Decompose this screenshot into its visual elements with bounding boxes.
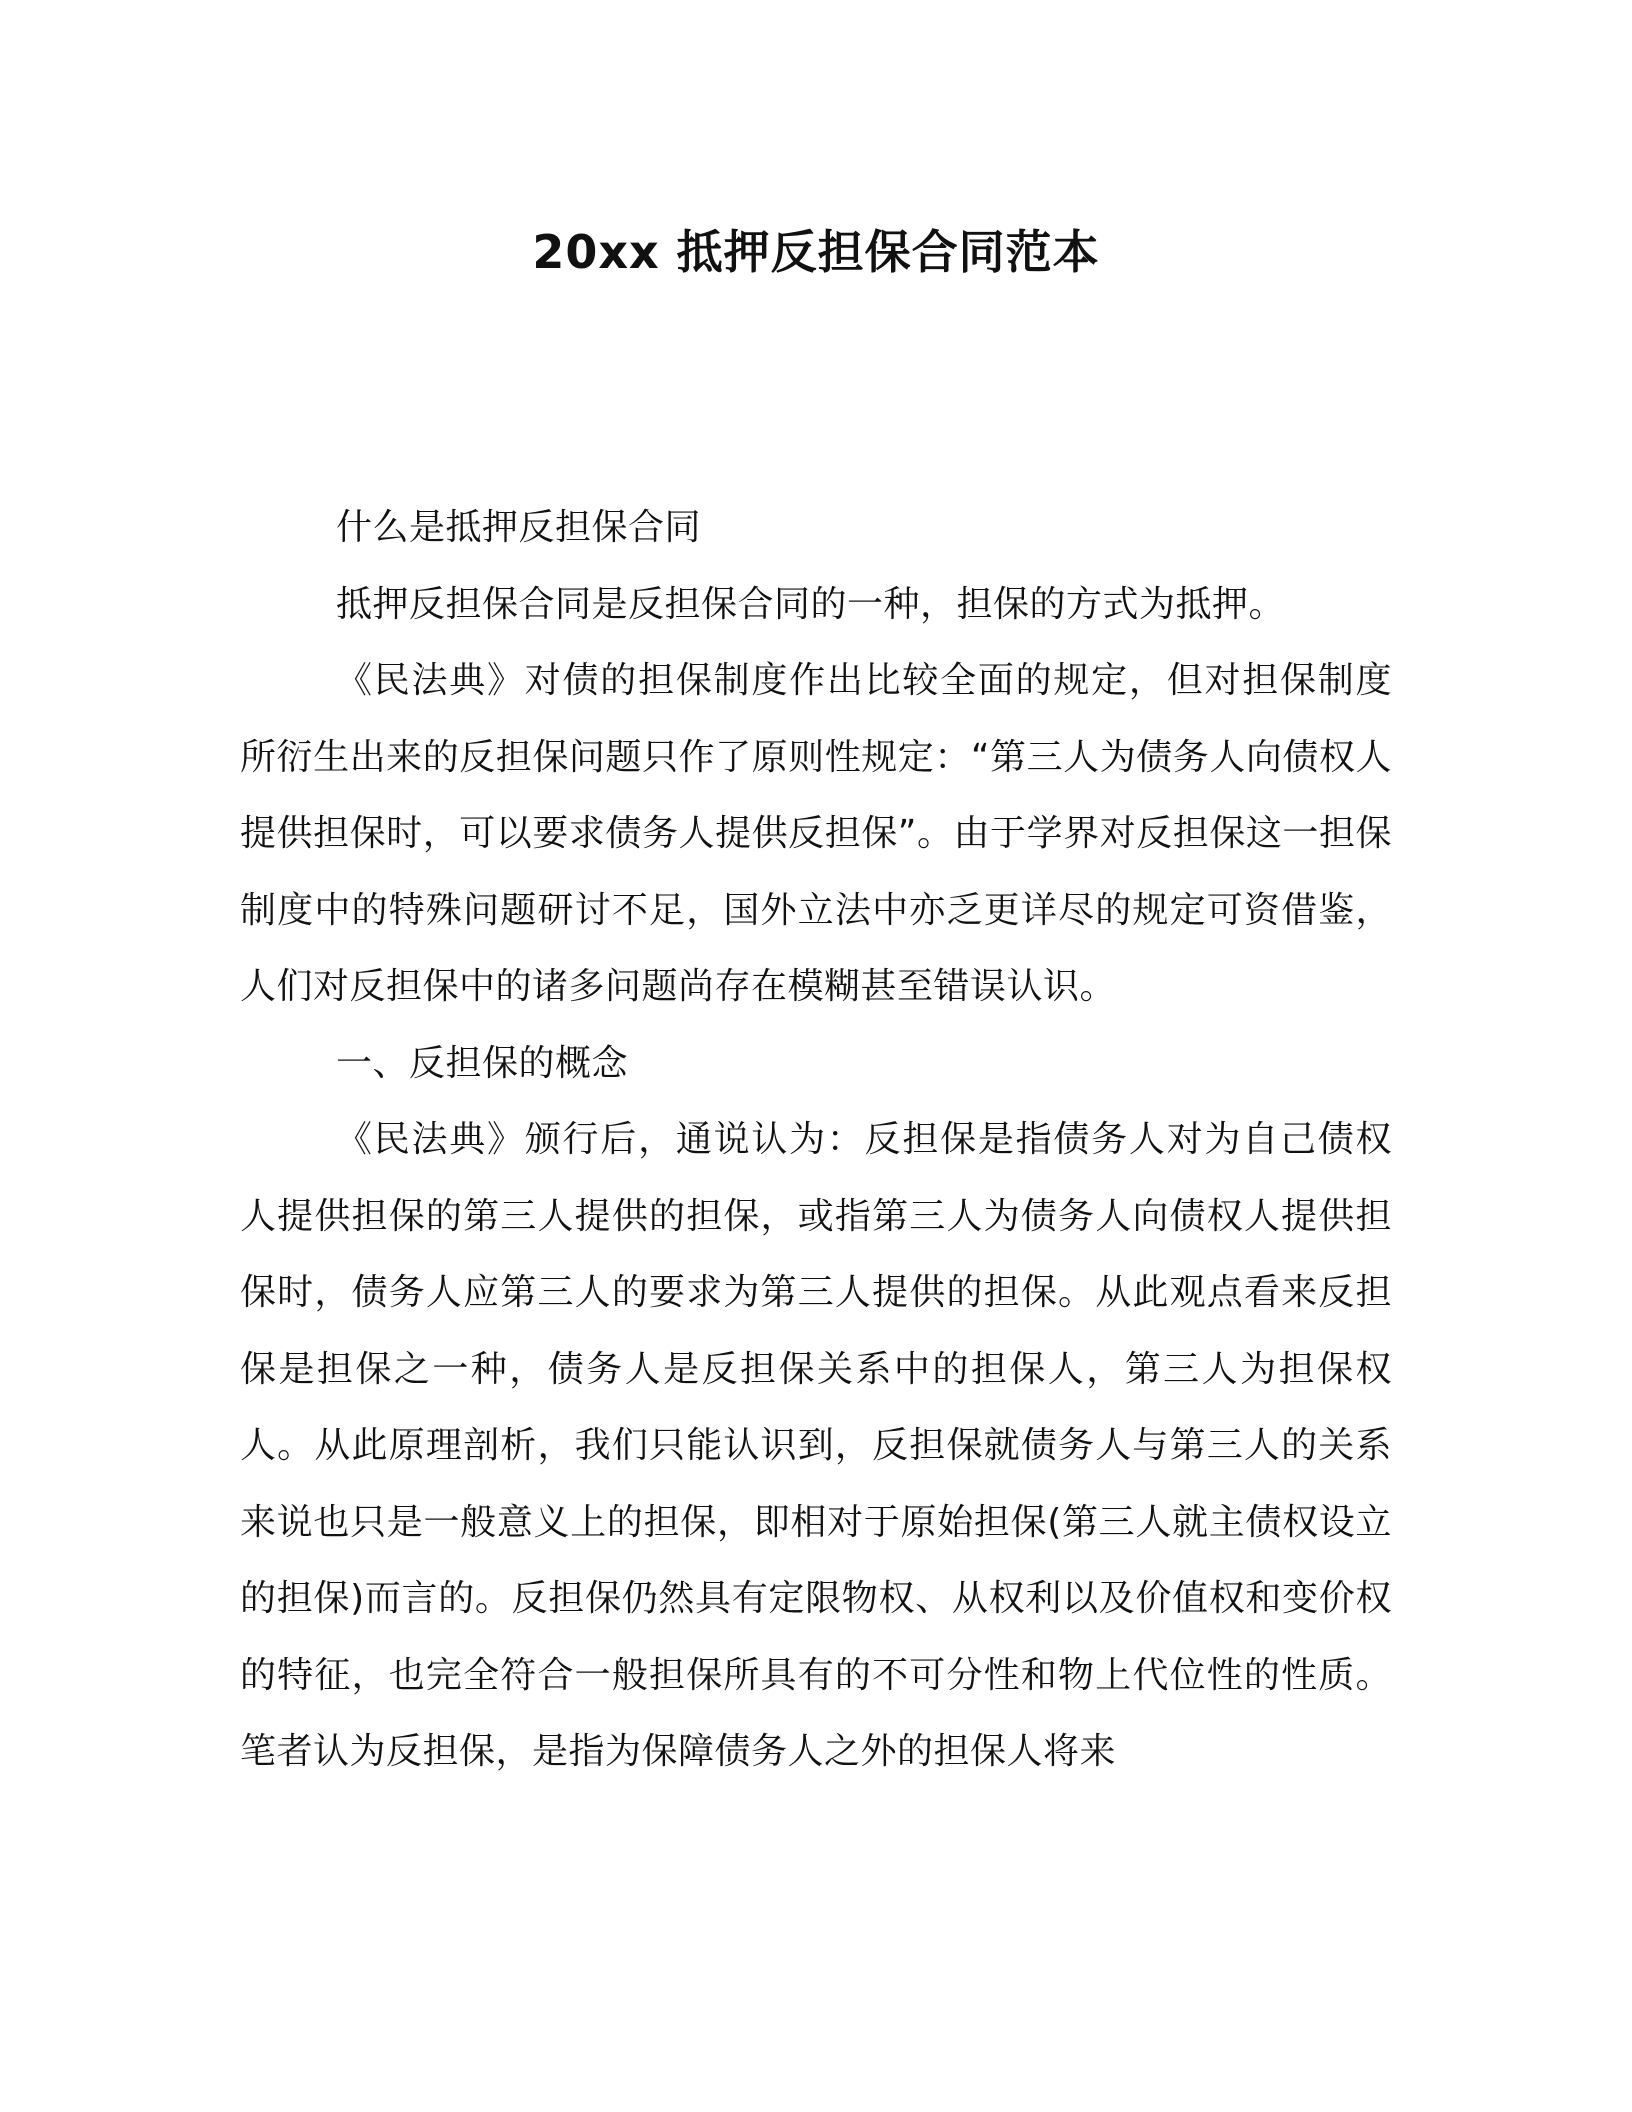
body-paragraph: 《民法典》对债的担保制度作出比较全面的规定，但对担保制度所衍生出来的反担保问题只作了原则性规定：“第三人为债务人向债权人提供担保时，可以要求债务人提供反担保”。由于学界对反担保这一担保制度中的特殊问题研讨不足，国外立法中亦乏更详尽的规定可资借鉴，人们对反担保中的诸多问题尚存在模糊甚至错误认识。 xyxy=(240,660,1392,1007)
document-body xyxy=(240,490,1392,1791)
section-heading: 一、反担保的概念 xyxy=(336,1042,629,1084)
section-heading: 什么是抵押反担保合同 xyxy=(336,507,702,548)
body-paragraph: 《民法典》颁行后，通说认为：反担保是指债务人对为自己债权人提供担保的第三人提供的担保，或指第三人为债务人向债权人提供担保时，债务人应第三人的要求为第三人提供的担保。从此观点看来反担保是担保之一种，债务人是反担保关系中的担保人，第三人为担保权人。从此原理剖析，我们只能认识到，反担保就债务人与第三人的关系来说也只是一般意义上的担保，即相对于原始担保(第三人就主债权设立的担保)而言的。反担保仍然具有定限物权、从权利以及价值权和变价权的特征，也完全符合一般担保所具有的不可分性和物上代位性的性质。笔者认为反担保，是指为保障债务人之外的担保人将来 xyxy=(240,1119,1392,1772)
body-paragraph: 抵押反担保合同是反担保合同的一种，担保的方式为抵押。 xyxy=(336,583,1286,625)
document-title: 20xx 抵押反担保合同范本 xyxy=(532,225,1100,279)
